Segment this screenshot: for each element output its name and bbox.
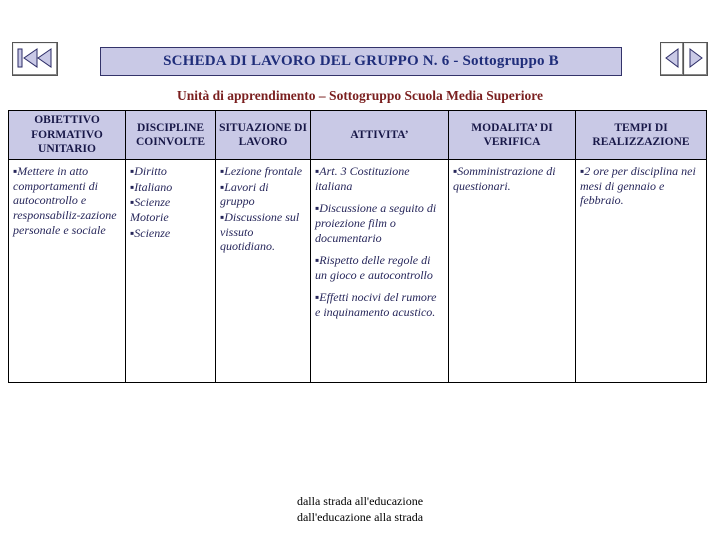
bullet-item: ▪Rispetto delle regole di un gioco e autocontrollo (315, 253, 433, 282)
bullet-list (453, 164, 571, 193)
col-header-attivita: ATTIVITA’ (311, 111, 449, 160)
bullet-item: ▪Lezione frontale (220, 164, 303, 178)
work-table (8, 110, 707, 383)
page-title: SCHEDA DI LAVORO DEL GRUPPO N. 6 - Sottogruppo B (163, 53, 559, 69)
title-bar (100, 47, 622, 76)
bullet-item: ▪Somministrazione di questionari. (453, 164, 556, 193)
bullet-item: ▪Effetti nocivi del rumore e inquinamento acustico. (315, 290, 437, 319)
nav-forward-button[interactable] (684, 42, 708, 76)
bullet-item: ▪Lavori di gruppo (220, 179, 269, 209)
cell-tempi (576, 160, 707, 383)
footer-caption (0, 494, 720, 525)
bullet-item: ▪Italiano (130, 179, 173, 194)
back-arrow-icon (663, 46, 681, 73)
bullet-item: ▪Scienze (130, 225, 171, 240)
col-header-situazione: SITUAZIONE DI LAVORO (216, 111, 311, 160)
go-to-first-icon (16, 46, 54, 73)
bullet-item: ▪Mettere in atto comportamenti di autocontrollo e responsabiliz-zazione personale e sociale (13, 164, 117, 237)
footer-line-2: dall'educazione alla strada (296, 509, 424, 524)
nav-back-button[interactable] (660, 42, 684, 76)
col-header-discipline: DISCIPLINE COINVOLTE (126, 111, 216, 160)
bullet-list (130, 164, 211, 240)
bullet-item: ▪Scienze Motorie (130, 195, 171, 224)
nav-first-button[interactable] (12, 42, 58, 76)
bullet-item: ▪Art. 3 Costituzione italiana (315, 164, 410, 193)
cell-modalita (449, 160, 576, 383)
bullet-item: ▪Diritto (130, 164, 167, 178)
bullet-item: ▪Discussione sul vissuto quotidiano. (220, 209, 300, 254)
bullet-list (13, 164, 121, 237)
cell-situazione (216, 160, 311, 383)
bullet-list (220, 164, 306, 254)
cell-discipline (126, 160, 216, 383)
forward-arrow-icon (687, 46, 705, 73)
bullet-item: ▪Discussione a seguito di proiezione film o documentario (315, 201, 437, 245)
subtitle: Unità di apprendimento – Sottogruppo Scuola Media Superiore (177, 88, 543, 103)
bullet-list (580, 164, 702, 208)
col-header-modalita: MODALITA’ DI VERIFICA (449, 111, 576, 160)
nav-pair (660, 42, 708, 76)
cell-attivita (311, 160, 449, 383)
bullet-list (315, 164, 444, 320)
footer-line-1: dalla strada all'educazione (296, 494, 424, 508)
bullet-item: ▪2 ore per disciplina nei mesi di gennaio e febbraio. (580, 164, 696, 208)
col-header-obiettivo: OBIETTIVO FORMATIVO UNITARIO (9, 111, 126, 160)
header-row (9, 111, 707, 160)
body-row (9, 160, 707, 383)
col-header-tempi: TEMPI DI REALIZZAZIONE (576, 111, 707, 160)
cell-obiettivo (9, 160, 126, 383)
